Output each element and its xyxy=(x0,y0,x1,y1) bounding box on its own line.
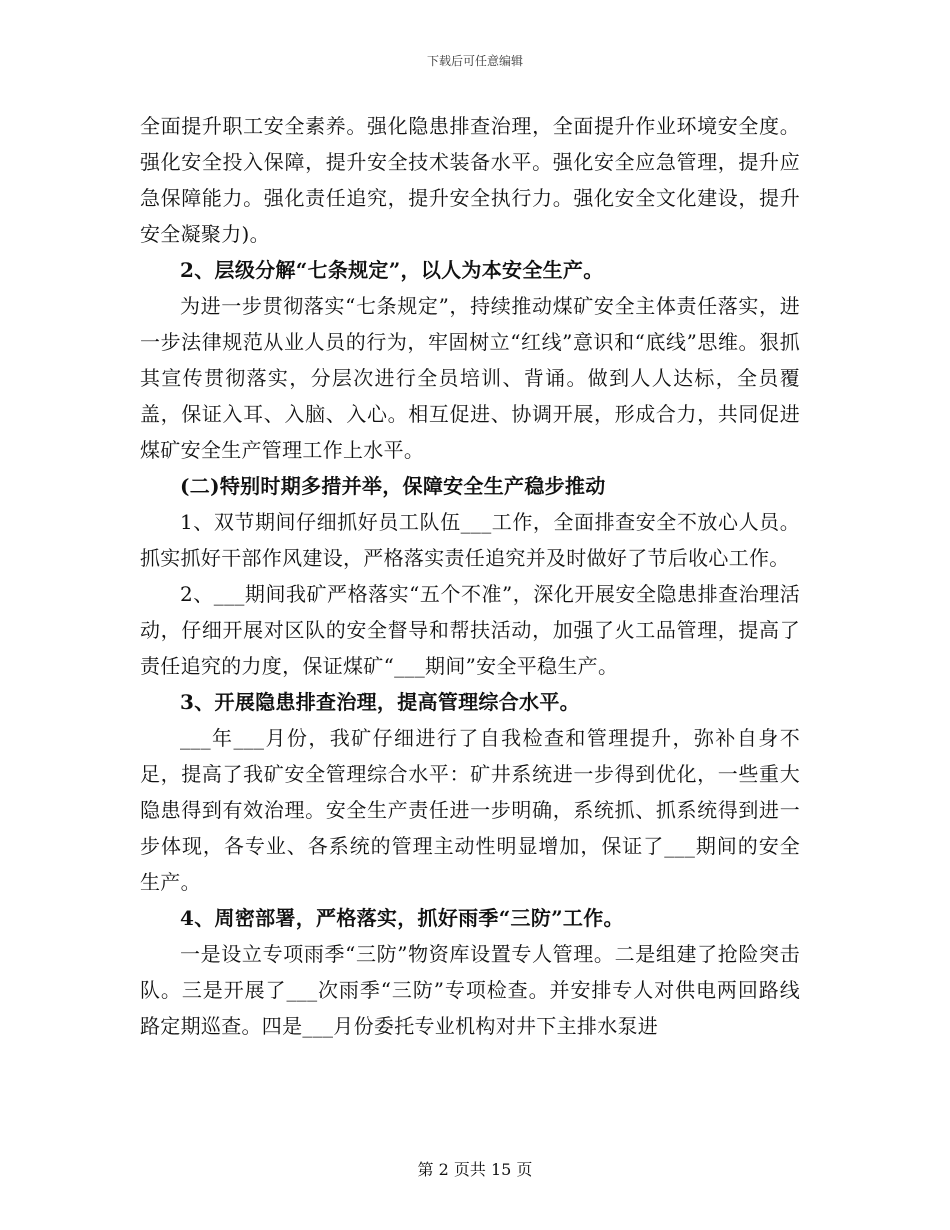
page-header: 下载后可任意编辑 xyxy=(426,54,523,68)
page-footer: 第 2 页共 15 页 xyxy=(417,1160,533,1179)
document-body xyxy=(140,108,800,1044)
section-heading: 4、周密部署，严格落实，抓好雨季“三防”工作。 xyxy=(180,906,624,930)
paragraph-body: 为进一步贯彻落实“七条规定”，持续推动煤矿安全主体责任落实，进一步法律规范从业人员的行为，牢固树立“红线”意识和“底线”思维。狠抓其宣传贯彻落实，分层次进行全员培训、背诵。做到人人达标，全员覆盖，保证入耳、入脑、入心。相互促进、协调开展，形成合力，共同促进煤矿安全生产管理工作上水平。 xyxy=(140,294,800,462)
section-heading: 2、层级分解“七条规定”，以人为本安全生产。 xyxy=(180,258,604,282)
paragraph-body: 全面提升职工安全素养。强化隐患排查治理，全面提升作业环境安全度。强化安全投入保障，提升安全技术装备水平。强化安全应急管理，提升应急保障能力。强化责任追究，提升安全执行力。强化安全文化建设，提升安全凝聚力)。 xyxy=(140,114,800,246)
paragraph-body: 一是设立专项雨季“三防”物资库设置专人管理。二是组建了抢险突击队。三是开展了___次雨季“三防”专项检查。并安排专人对供电两回路线路定期巡查。四是___月份委托专业机构对井下主排水泵进 xyxy=(140,942,800,1038)
section-heading: 3、开展隐患排查治理，提高管理综合水平。 xyxy=(180,690,580,714)
section-heading: (二)特别时期多措并举，保障安全生产稳步推动 xyxy=(180,474,606,498)
paragraph-body: 1、双节期间仔细抓好员工队伍___工作，全面排查安全不放心人员。抓实抓好干部作风建设，严格落实责任追究并及时做好了节后收心工作。 xyxy=(140,510,800,570)
paragraph-body: ___年___月份，我矿仔细进行了自我检查和管理提升，弥补自身不足，提高了我矿安全管理综合水平：矿井系统进一步得到优化，一些重大隐患得到有效治理。安全生产责任进一步明确，系统抓、抓系统得到进一步体现，各专业、各系统的管理主动性明显增加，保证了___期间的安全生产。 xyxy=(140,726,800,894)
paragraph-body: 2、___期间我矿严格落实“五个不准”，深化开展安全隐患排查治理活动，仔细开展对区队的安全督导和帮扶活动，加强了火工品管理，提高了责任追究的力度，保证煤矿“___期间”安全平稳生产。 xyxy=(140,582,800,678)
